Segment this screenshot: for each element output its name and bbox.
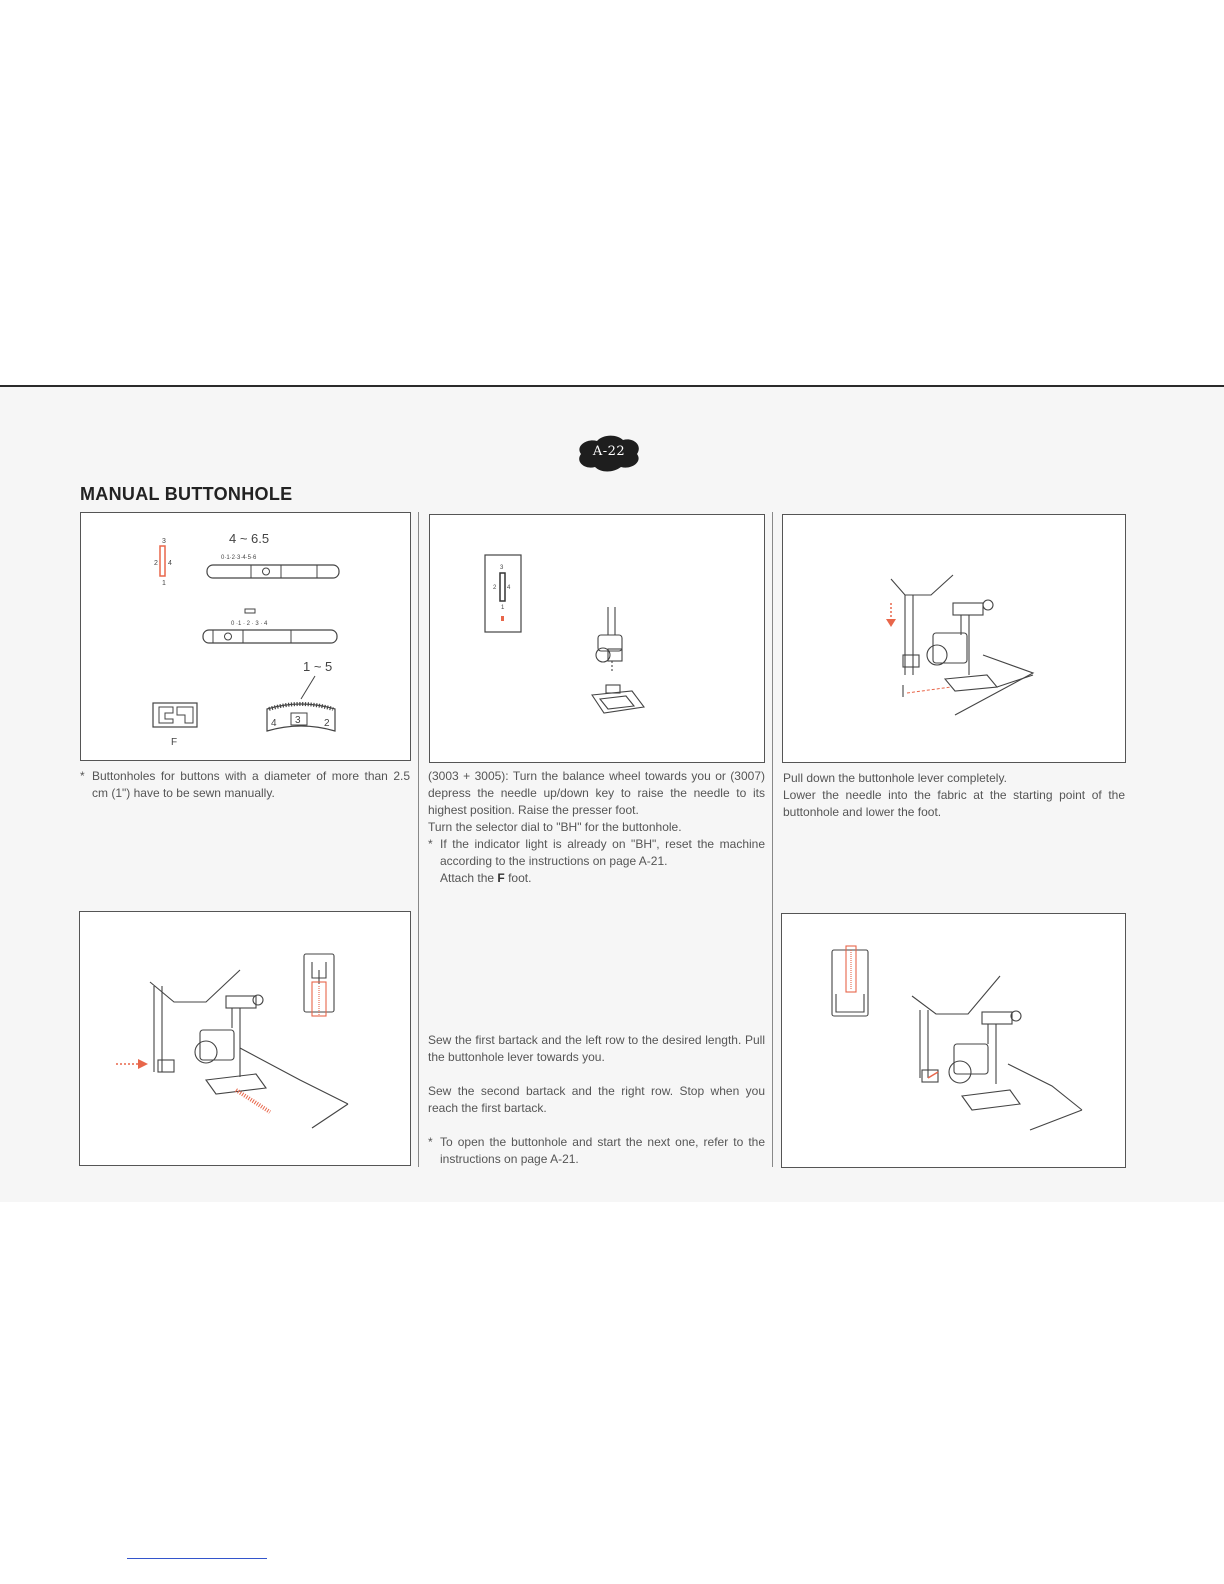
stitch-length-dial [267,704,335,731]
push-lever-arrow-icon [116,1059,148,1069]
page-title: MANUAL BUTTONHOLE [80,484,293,504]
machine-head-illustration [912,976,1082,1130]
pattern-number-top: 3 [500,565,504,571]
step-reset-note: If the indicator light is already on "BH", reset the machine according to the instructions on page A-21. [440,837,765,868]
manual-note: * Buttonholes for buttons with a diameter of more than 2.5 cm (1") have to be sewn manually. [80,769,410,800]
buttonhole-foot-icon [304,954,334,1016]
dial-number-2: 2 [324,718,330,729]
step-lower-needle: Lower the needle into the fabric at the starting point of the buttonhole and lower the foot. [783,788,1125,819]
lever-down-arrow-icon [886,603,896,627]
stitch-width-slider [207,565,339,578]
dial-number-3: 3 [295,715,301,726]
setup-instructions: (3003 + 3005): Turn the balance wheel towards you or (3007) depress the needle up/down key to raise the needle to its highest position. Raise the presser foot. Turn the selector dial to "BH" for the buttonhole. * If the indicator light is already on "BH", reset the machine according to the instructions on page A-21. Attach the F foot. [428,769,765,885]
step-second-bartack: Sew the second bartack and the right row. Stop when you reach the first bartack. [428,1084,765,1115]
buttonhole-pattern-icon [154,538,172,587]
stitched-row-marker [236,1090,270,1112]
pattern-number-right: 4 [168,560,172,567]
presser-foot-illustration [592,607,644,713]
step-first-bartack: Sew the first bartack and the left row to the desired length. Pull the buttonhole lever towards you. [428,1033,765,1064]
lever-instructions [783,770,1125,821]
width-range-label: 4 ~ 6.5 [229,531,270,546]
column-divider-2 [772,512,773,1167]
step-open-note: To open the buttonhole and start the next one, refer to the instructions on page A-21. [440,1135,765,1166]
step-raise-needle: (3003 + 3005): Turn the balance wheel towards you or (3007) depress the needle up/down key to raise the needle to its highest position. Raise the presser foot. [428,769,765,817]
slider-marker-icon [245,609,255,613]
lower-slider-scale: 0 ·1 · 2 · 3 · 4 [231,621,268,627]
dial-number-4: 4 [271,718,277,729]
second-bartack-panel [781,913,1126,1168]
step-select-bh: Turn the selector dial to "BH" for the buttonhole. [428,820,682,834]
attach-foot-suffix: foot. [508,871,532,885]
pattern-number-left: 2 [154,560,158,567]
attach-foot-prefix: Attach the [440,871,495,885]
pattern-number-top: 3 [162,538,166,545]
pattern-number-right: 4 [507,585,511,591]
foot-attachment-panel [429,514,765,763]
upper-slider-scale: 0·1·2·3·4·5·6 [221,555,257,561]
step-pull-lever: Pull down the buttonhole lever completely. [783,771,1007,785]
lever-position-marker [928,1072,938,1078]
foot-letter-label: F [171,737,178,748]
length-range-label: 1 ~ 5 [303,659,333,674]
buttonhole-foot-icon [832,946,868,1016]
machine-head-illustration [891,575,1033,715]
start-point-marker [907,687,951,693]
lever-down-panel [782,514,1126,763]
settings-illustration-panel [80,512,411,761]
pattern-number-bottom: 1 [162,580,166,587]
pattern-number-bottom: 1 [501,605,505,611]
pattern-selector-card [485,555,521,632]
f-foot-icon [153,703,197,727]
first-bartack-panel [79,911,411,1166]
manual-note-text: Buttonholes for buttons with a diameter of more than 2.5 cm (1") have to be sewn manually. [92,769,410,800]
pattern-number-left: 2 [493,585,497,591]
page-number: A-22 [592,444,626,459]
sewing-instructions: Sew the first bartack and the left row to the desired length. Pull the buttonhole lever towards you. Sew the second bartack and the right row. Stop when you reach the first bartack. * To open the buttonhole and start the next one, refer to the instructions on page A-21. [428,1033,765,1166]
foot-letter: F [497,871,505,885]
machine-head-illustration [150,970,348,1128]
footer-rule [127,1558,267,1559]
column-divider-1 [418,512,419,1167]
stitch-length-slider [203,630,337,643]
